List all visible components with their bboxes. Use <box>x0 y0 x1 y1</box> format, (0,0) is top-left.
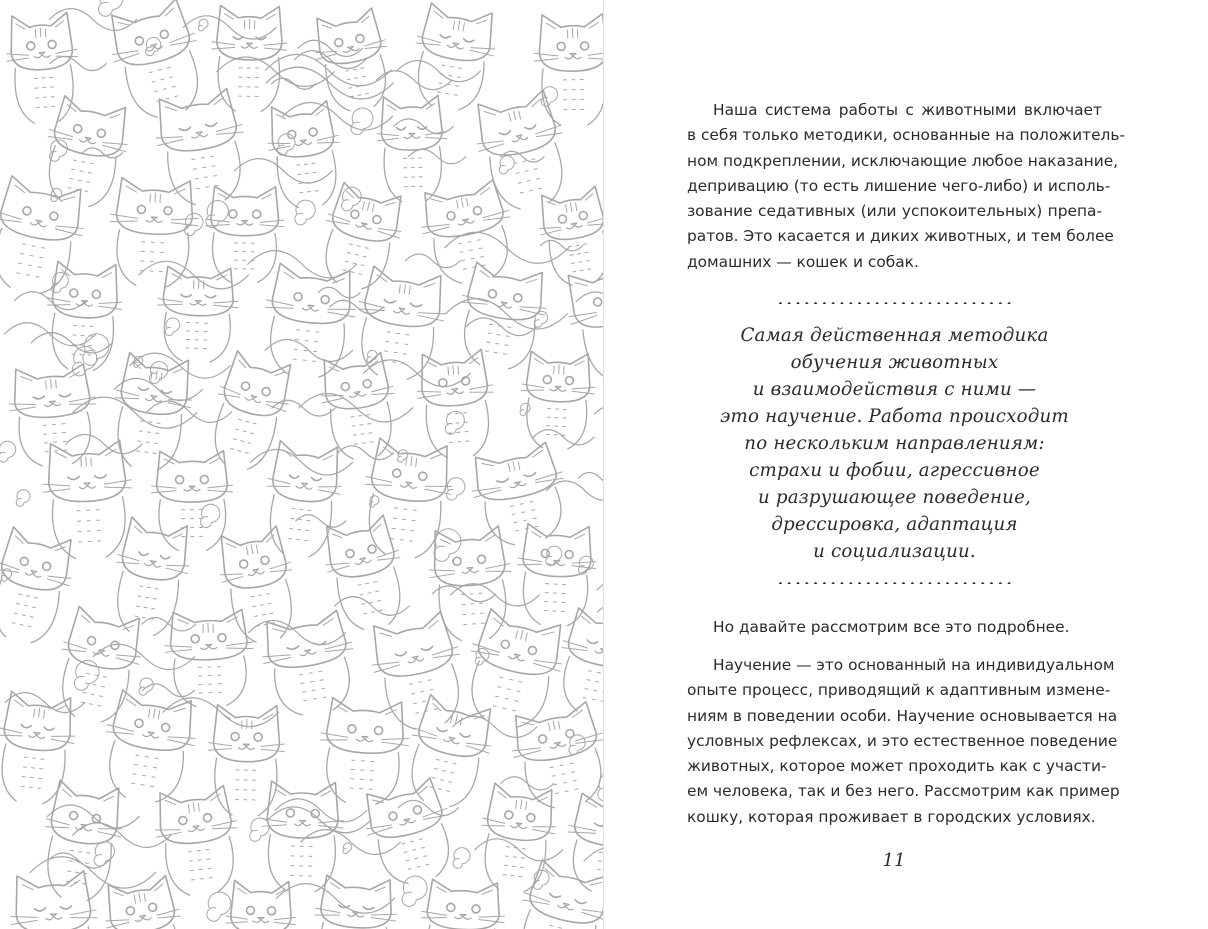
cat-face <box>257 609 362 720</box>
quote-line: и разрушающее поведение, <box>757 487 1032 508</box>
quote-line: страхи и фобии, агрессивное <box>749 460 1040 481</box>
text-page <box>604 0 1208 929</box>
cat-face <box>364 610 472 736</box>
cat-face <box>469 88 576 215</box>
cat-face <box>406 2 500 114</box>
cat-face <box>349 265 450 383</box>
cat-face <box>534 14 603 126</box>
cat-face <box>466 440 575 551</box>
cat-face <box>214 525 304 647</box>
paragraph-line: ном подкреплении, исключающие любое наказание, <box>687 151 1119 170</box>
cat-face <box>107 177 199 288</box>
quote-line: дрессировка, адаптация <box>771 514 1018 535</box>
cat-face <box>418 879 506 929</box>
paragraph-line: Научение — это основанный на индивидуальном <box>713 656 1115 674</box>
cat-face <box>319 514 413 635</box>
paragraph-line: животных, которое может проходить как с участи- <box>687 757 1107 776</box>
quote-top-divider <box>776 302 1014 304</box>
paragraph-line: кошку, которая проживает в городских условиях. <box>687 807 1096 826</box>
cat-face <box>519 351 596 450</box>
quote-line: и социализации. <box>813 541 976 562</box>
paragraph-line: депривацию (то есть лишение чего-либо) и исполь- <box>687 176 1111 195</box>
cat-face <box>358 776 462 890</box>
cat-face <box>259 262 359 380</box>
cat-face <box>0 174 91 299</box>
cat-face <box>357 437 456 561</box>
cat-face <box>207 704 285 815</box>
cat-face <box>376 95 449 202</box>
quote-line: и взаимодействия с ними — <box>752 379 1037 400</box>
quote-line: Самая действенная методика <box>740 325 1049 346</box>
quote-bottom-divider <box>776 582 1014 584</box>
paragraph-line: условных рефлексах, и это естественное поведение <box>687 731 1118 750</box>
page-number: 11 <box>882 850 906 871</box>
cat-face <box>4 12 82 125</box>
paragraph-line: ем человека, так и без него. Рассмотрим как пример <box>687 782 1120 801</box>
quote-line: по нескольким направлениям: <box>744 433 1045 454</box>
cat-face <box>398 693 498 813</box>
cat-face <box>50 605 148 727</box>
paragraph-line: домашних — кошек и собак. <box>687 252 919 271</box>
paragraph-line: Наша система работы с животными включает <box>713 101 1102 119</box>
cat-face <box>107 351 197 472</box>
learning-paragraph <box>687 653 1120 830</box>
quote-line: обучения животных <box>790 352 999 373</box>
cat-face <box>6 363 100 468</box>
cat-face <box>225 880 296 929</box>
cats-doodle-illustration <box>0 0 603 929</box>
cat-face <box>414 349 498 460</box>
cat-face <box>534 185 603 289</box>
paragraph-line: в себя только методики, основанные на положитель- <box>687 126 1125 145</box>
cat-face <box>41 440 135 560</box>
cat-face <box>515 523 598 627</box>
cat-face <box>317 697 411 806</box>
cat-face <box>311 874 399 929</box>
cat-face <box>452 261 551 373</box>
cat-face <box>0 525 79 648</box>
cat-face <box>97 689 201 807</box>
paragraph-line: зование седативных (или успокоительных) препа- <box>687 202 1102 221</box>
cat-face <box>509 858 603 929</box>
cat-face <box>151 784 244 898</box>
paragraph-line: ниям в поведении особи. Научение основывается на <box>687 706 1118 725</box>
paragraph-line: ратов. Это касается и диких животных, и тем более <box>687 227 1114 246</box>
cat-face <box>163 609 255 708</box>
quote-line: это научение. Работа происходит <box>720 406 1069 427</box>
pull-quote <box>687 322 1102 565</box>
cat-face <box>100 874 189 929</box>
cat-face <box>559 255 603 390</box>
cat-face <box>475 782 560 895</box>
paragraph-line: Но давайте рассмотрим все это подробнее. <box>713 618 1070 636</box>
transition-paragraph <box>687 615 1102 640</box>
cat-face <box>260 440 345 560</box>
intro-paragraph <box>687 98 1125 275</box>
paragraph-line: опыте процесс, приводящий к адаптивным измене- <box>687 681 1111 700</box>
